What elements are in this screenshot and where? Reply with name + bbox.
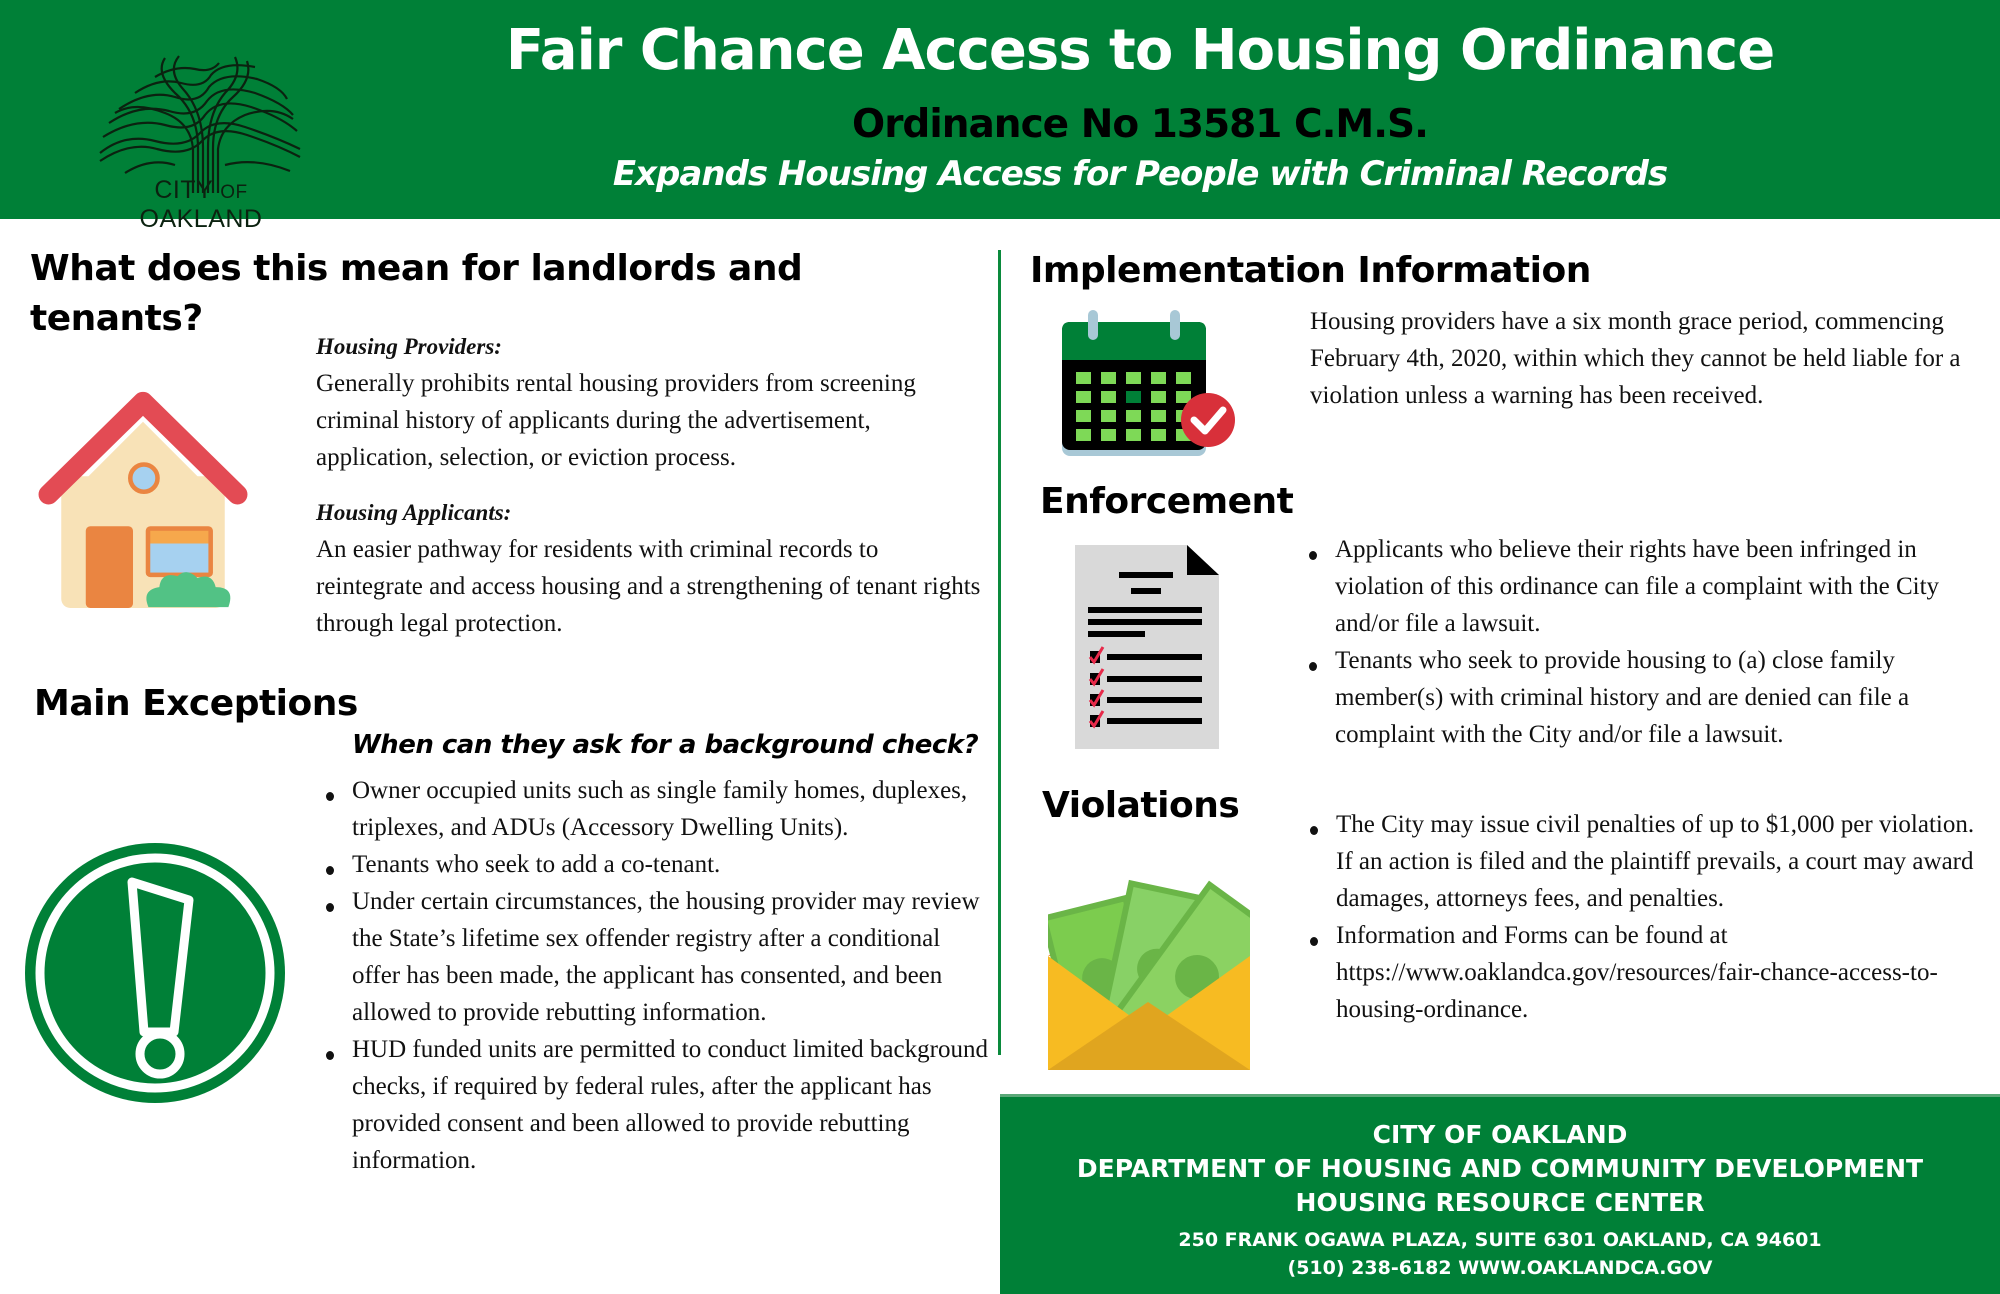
section-heading-enforcement: Enforcement — [1040, 481, 1294, 522]
section-heading-main-exceptions: Main Exceptions — [34, 683, 358, 724]
housing-providers-text: Generally prohibits rental housing providers from screening criminal history of applicants during the advertisement, application, selection, or eviction process. — [316, 370, 916, 471]
house-icon — [34, 384, 252, 614]
housing-providers-block — [316, 328, 986, 476]
violations-list — [1336, 806, 1986, 1028]
footer-department: DEPARTMENT OF HOUSING AND COMMUNITY DEVELOPMENT — [1076, 1154, 1924, 1183]
exception-item: HUD funded units are permitted to conduct limited background checks, if required by federal rules, after the applicant has provided consent and been allowed to provide rebutting information. — [352, 1031, 992, 1179]
housing-providers-label: Housing Providers: — [316, 334, 502, 359]
implementation-text: Housing providers have a six month grace period, commencing February 4th, 2020, within which they cannot be held liable for a violation unless a warning has been received. — [1310, 308, 1961, 409]
ordinance-number: Ordinance No 13581 C.M.S. — [852, 102, 1428, 147]
calendar-check-icon — [1058, 306, 1238, 462]
money-envelope-icon — [1048, 874, 1250, 1070]
enforcement-list — [1335, 531, 1985, 753]
enforcement-item: Applicants who believe their rights have been infringed in violation of this ordinance can file a complaint with the City and/or file a lawsuit. — [1335, 531, 1985, 642]
housing-applicants-label: Housing Applicants: — [316, 500, 512, 525]
footer-contact-box — [1000, 1094, 2000, 1294]
background-check-question: When can they ask for a background check? — [352, 730, 979, 760]
exception-item: Under certain circumstances, the housing provider may review the State’s lifetime sex offender registry after a conditional offer has been made, the applicant has consented, and been allowed to provide rebutting information. — [352, 883, 992, 1031]
housing-applicants-text: An easier pathway for residents with criminal records to reintegrate and access housing and a strengthening of tenant rights through legal protection. — [316, 536, 981, 637]
section-heading-landlords-tenants: What does this mean for landlords and tenants? — [30, 248, 803, 339]
footer-address: 250 FRANK OGAWA PLAZA, SUITE 6301 OAKLAND, CA 94601 — [1178, 1229, 1822, 1251]
page-title: Fair Chance Access to Housing Ordinance — [505, 18, 1775, 83]
exception-item: Owner occupied units such as single family homes, duplexes, triplexes, and ADUs (Accessory Dwelling Units). — [352, 772, 992, 846]
exceptions-list — [352, 772, 992, 1179]
violations-item: The City may issue civil penalties of up to $1,000 per violation. If an action is filed and the plaintiff prevails, a court may award damages, attorneys fees, and penalties. — [1336, 806, 1986, 917]
exception-item: Tenants who seek to add a co-tenant. — [352, 846, 992, 883]
footer-center: HOUSING RESOURCE CENTER — [1295, 1188, 1705, 1217]
exclamation-icon — [24, 842, 286, 1104]
enforcement-item: Tenants who seek to provide housing to (a) close family member(s) with criminal history and are denied can file a complaint with the City and/or file a lawsuit. — [1335, 642, 1985, 753]
logo-text: CITY OF OAKLAND — [139, 176, 263, 233]
footer-contact: (510) 238-6182 WWW.OAKLANDCA.GOV — [1287, 1257, 1713, 1279]
header-banner — [0, 0, 2000, 233]
section-heading-implementation: Implementation Information — [1030, 250, 1591, 291]
violations-item: Information and Forms can be found at https://www.oaklandca.gov/resources/fair-chance-access-to-housing-ordinance. — [1336, 917, 1986, 1028]
checklist-document-icon — [1075, 545, 1219, 749]
section-heading-violations: Violations — [1042, 785, 1240, 826]
tagline: Expands Housing Access for People with Criminal Records — [612, 154, 1668, 194]
column-divider — [998, 250, 1001, 1055]
housing-applicants-block — [316, 494, 986, 642]
footer-city: CITY OF OAKLAND — [1372, 1120, 1628, 1149]
